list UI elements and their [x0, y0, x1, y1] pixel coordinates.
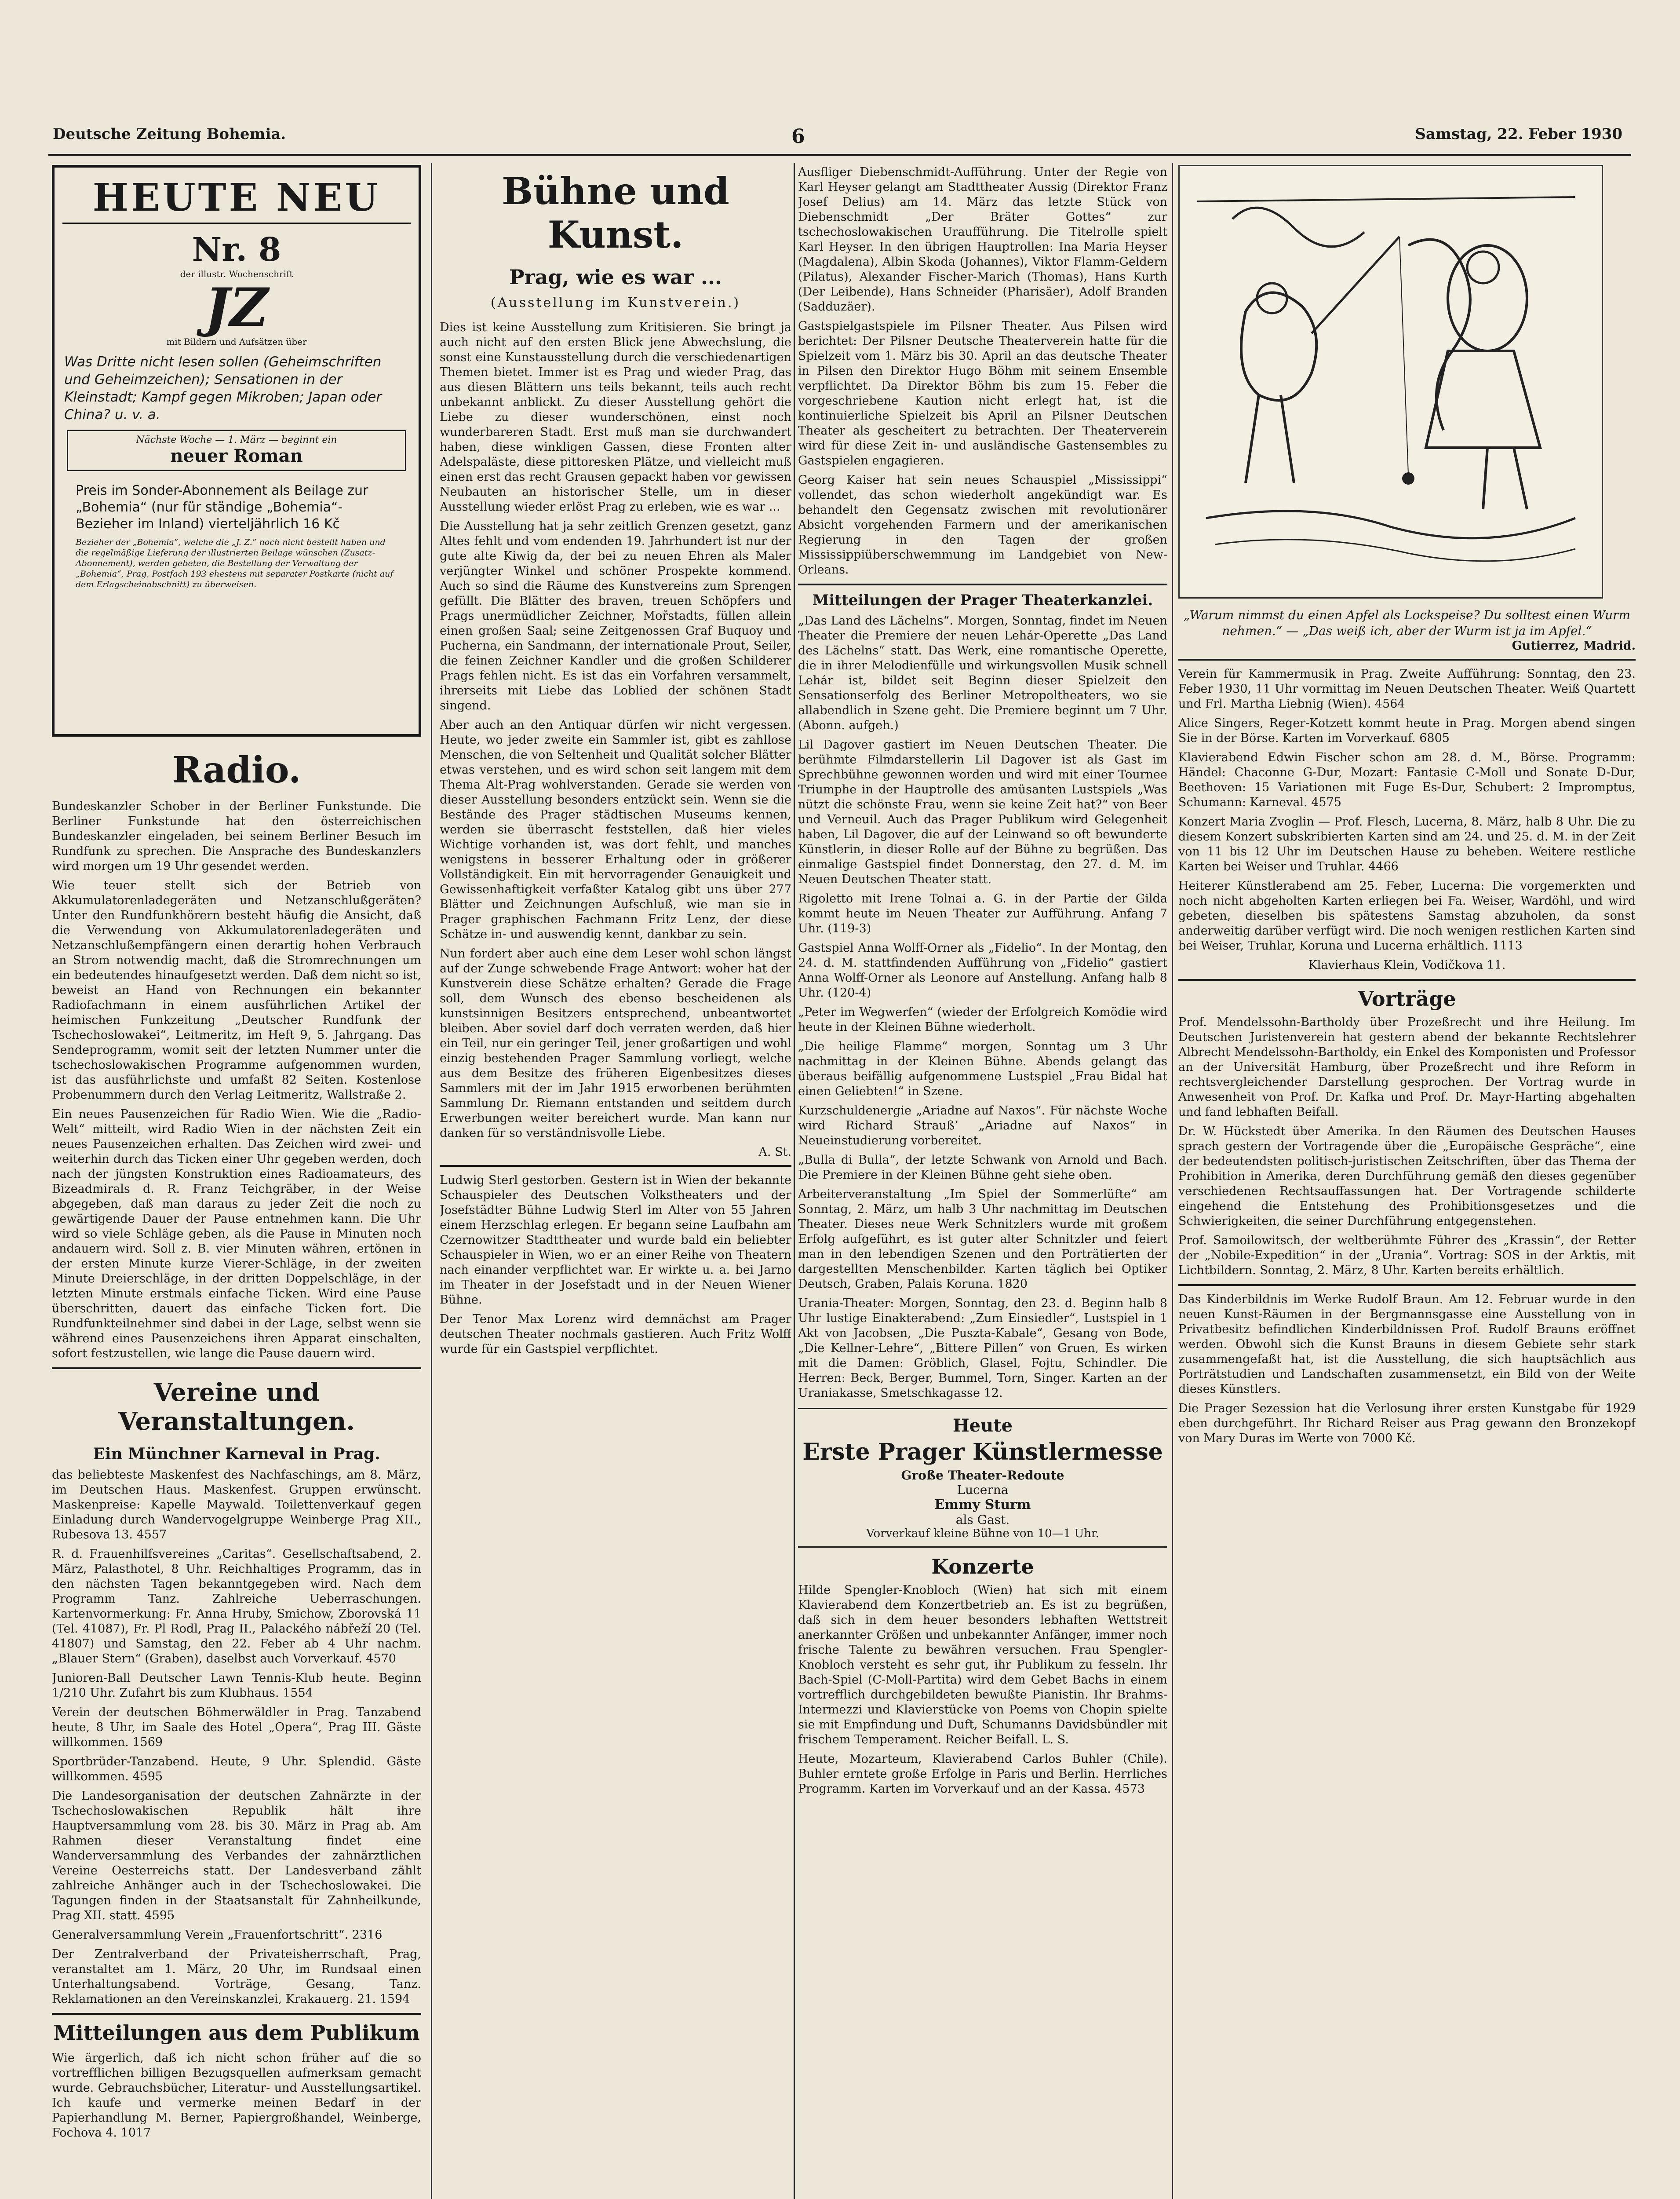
fishing-cartoon-image [1180, 166, 1599, 595]
kanzlei-paragraph: „Die heilige Flamme“ morgen, Sonntag um 3 Uhr nachmittag in der Kleinen Bühne. Abends gelangt das überaus beifällig aufgenommene Lustspiel „Frau Bidal hat einen Geliebten!“ in Szene. [798, 1040, 1167, 1098]
buehne-signature: A. St. [758, 1145, 791, 1159]
radio-paragraph: Wie teuer stellt sich der Betrieb von Akkumulatorenladegeräten und Netzanschlußgeräten? Unter den Rundfunkhörern besteht häufig die Ansicht, daß die Verwendung von Akkumulatorenladegeräten und Netzanschlußempfängern einen derartig hohen Verbrauch an Strom notwendig macht, daß die Stromrechnungen um ein bedeutendes hinaufgesetzt werden. Daß dem nicht so ist, beweist an Hand von Rechnungen ein bekannter Radiofachmann in einem ausführlichen Artikel der heimischen Funkzeitung „Deutscher Rundfunk der Tschechoslowakei“, Leitmeritz, im Heft 9, 5. Jahrgang. Das Sendeprogramm, womit seit der letzten Nummer unter die tschechoslowakischen Programme aufgenommen wurden, ist das ausführlichste und umfaßt 82 Seiten. Kostenlose Probenummern durch den Verlag Leitmeritz, Wallstraße 2. [52, 879, 421, 1102]
page-header [53, 125, 1622, 152]
lucerna-line: Lucerna [957, 1483, 1009, 1497]
vereine-paragraph: Generalversammlung Verein „Frauenfortschritt“. 2316 [52, 1928, 383, 1942]
buehne-paragraph: Dies ist keine Ausstellung zum Kritisieren. Sie bringt ja auch nicht auf den ersten Blick jene Abwechslung, die sonst eine Kunstausstellung durch die verschiedenartigen Themen bietet. Immer ist es Prag und wieder Prag, das aus diesen Blättern uns teils bekannt, teils auch recht unbekannt anblickt. Zu dieser Ausstellung gehört die Liebe zu dieser wunderschönen, einst noch wunderbareren Stadt. Erst muß man sie durchwandert haben, diese winkligen Gassen, diese Fronten alter Adelspaläste, diese pittoresken Plätze, und vielleicht muß einen erst das recht Grausen gepackt haben vor gewissen Neubauten an historischer Stelle, um in dieser Ausstellung wieder erlöst Prag zu erleben, wie es war ... [440, 321, 791, 514]
advert-rule [62, 223, 411, 224]
als-gast: als Gast. [955, 1512, 1010, 1527]
kunst-paragraph: Die Prager Sezession hat die Verlosung ihrer ersten Kunstgabe für 1929 eben durchgeführt. Ihr Richard Reiser aus Prag gewann den Bronzekopf von Mary Duras im Werte von 7000 Kč. [1178, 1402, 1636, 1445]
buehne-paragraph: Ludwig Sterl gestorben. Gestern ist in Wien der bekannte Schauspieler des Deutschen Volkstheaters und der Josefstädter Bühne Ludwig Sterl im Alter von 55 Jahren einem Herzschlag erlegen. Er begann seine Laufbahn am Czernowitzer Stadttheater und wurde bald ein beliebter Schauspieler in Wien, wo er an einer Reihe von Theatern nach einander verpflichtet war. Er wirkte u. a. bei Jarno im Theater in der Josefstadt und in der Neuen Wiener Bühne. [440, 1173, 791, 1307]
section-rule [1178, 979, 1636, 981]
vortrag-paragraph: Prof. Samoilowitsch, der weltberühmte Führer des „Krassin“, der Retter der „Nobile-Expedition“ in der „Urania“. Vortrag: SOS in der Arktis, mit Lichtbildern. Sonntag, 2. März, 8 Uhr. Karten bereits erhältlich. [1178, 1234, 1636, 1277]
kanzlei-paragraph: Rigoletto mit Irene Tolnai a. G. in der Partie der Gilda kommt heute im Neuen Theater zur Aufführung. Anfang 7 Uhr. (119-3) [798, 892, 1167, 935]
kanzlei-paragraph: Urania-Theater: Morgen, Sonntag, den 23. d. Beginn halb 8 Uhr lustige Einakterabend: „Zum Einsiedler“, Lustspiel in 1 Akt von Jacobsen, „Die Puszta-Kabale“, Gesang von Bode, „Die Kellner-Lehre“, „Bittere Pillen“ von Gruen, Es wirken mit die Damen: Gröblich, Glasel, Fojtu, Schindler. Die Herren: Beck, Berger, Bummel, Torn, Singer. Karten an der Uraniakasse, Smetschkagasse 12. [798, 1297, 1167, 1400]
section-rule [1178, 659, 1636, 661]
heute-neu-advert [52, 165, 421, 737]
konzerte-heading: Konzerte [931, 1555, 1034, 1578]
section-rule [440, 1165, 791, 1167]
kunst-paragraph: Das Kinderbildnis im Werke Rudolf Braun. Am 12. Februar wurde in den neuen Kunst-Räumen in der Bergmannsgasse eine Ausstellung von in Privatbesitz befindlichen Kinderbildnissen Prof. Rudolf Brauns eröffnet werden. Obwohl sich die Kunst Brauns in diesem Gebiete sehr stark zusammengefaßt hat, ist die Ausstellung, die sich hauptsächlich aus Porträtstudien und Landschaften zusammensetzt, ein Bild von der Weite dieses Künstlers. [1178, 1293, 1636, 1396]
kanzlei-paragraph: „Peter im Wegwerfen“ (wieder der Erfolgreich Komödie wird heute in der Kleinen Bühne wiederholt. [798, 1005, 1167, 1034]
advert-issue: Nr. 8 [192, 231, 281, 269]
vereine-paragraph: Junioren-Ball Deutscher Lawn Tennis-Klub heute. Beginn 1/210 Uhr. Zufahrt bis zum Klubhaus. 1554 [52, 1671, 421, 1700]
buehne-subtitle: Prag, wie es war ... [509, 265, 722, 289]
page-number: 6 [791, 125, 805, 148]
cartoon-caption: „Warum nimmst du einen Apfel als Lockspeise? Du solltest einen Wurm nehmen.“ — „Das weiß ich, aber der Wurm ist ja im Apfel.“ [1183, 608, 1631, 638]
buehne-paragraph: Nun fordert aber auch eine dem Leser wohl schon längst auf der Zunge schwebende Frage Antwort: woher hat der Kunstverein diese Schätze erhalten? Gerade die Frage soll, dem Wunsch des ebenso bescheidenen als kunstsinnigen Besitzers entsprechend, unbeantwortet bleiben. Aber soviel darf doch verraten werden, daß hier ein Teil, nur ein geringer Teil, jener großartigen und wohl einzig bestehenden Prager Sammlung vorliegt, welche aus dem Besitze des früheren Eigenbesitzes dieses Sammlers mit der im Jahr 1915 erworbenen berühmten Sammlung Dr. Riemann entstanden und seitdem durch Erwerbungen weiter bereichert wurde. Man kann nur danken für so verständnisvolle Liebe. [440, 947, 791, 1140]
kanzlei-paragraph: „Bulla di Bulla“, der letzte Schwank von Arnold und Bach. Die Premiere in der Kleinen Bühne geht siehe oben. [798, 1153, 1167, 1182]
kanzlei-heading: Mitteilungen der Prager Theaterkanzlei. [812, 592, 1153, 609]
section-rule [1178, 1284, 1636, 1286]
column-2 [440, 165, 791, 1361]
konzert-notice: Heiterer Künstlerabend am 25. Feber, Lucerna: Die vorgemerkten und noch nicht abgeholten Karten erliegen bei Fa. Weiser, Wardöhl, und wird gebeten, dieselben bis spätestens Samstag abzuholen, da sonst anderweitig darüber verfügt wird. Die noch wenigen restlichen Karten sind bei Weiser, Truhlar, Koruna und Lucerna erhältlich. 1113 [1178, 879, 1636, 953]
vortrag-paragraph: Dr. W. Hückstedt über Amerika. In den Räumen des Deutschen Hauses sprach gestern der Vortragende über die „Europäische Gespräche“, eine der bedeutendsten politisch-juristischen Zeitschriften, über das Thema der Prohibition in Amerika, deren Durchführung gemäß den dieses gegenüber verschiedenen Rechtsauffassungen hat. Der Vortragende schilderte eingehend die Entstehung des Prohibitionsgesetzes und die Schwierigkeiten, die seiner Durchführung entgegenstehen. [1178, 1125, 1636, 1228]
vortraege-heading: Vorträge [1358, 987, 1456, 1011]
kanzlei-paragraph: Gastspiel Anna Wolff-Orner als „Fidelio“. In der Montag, den 24. d. M. stattfindenden Aufführung von „Fidelio“ gastiert Anna Wolff-Orner als Leonore auf Anstellung. Anfang halb 8 Uhr. (120-4) [798, 941, 1167, 1000]
buehne-heading: Bühne und Kunst. [502, 169, 729, 256]
konzerte-paragraph: Hilde Spengler-Knobloch (Wien) hat sich mit einem Klavierabend dem Konzertbetrieb an. Es ist zu begrüßen, daß sich in dem heuer besonders lebhaften Wettstreit anerkannter Größen und unbekannter Anfänger, immer noch frische Talente zu bewähren versuchen. Frau Spengler-Knobloch versteht es sehr gut, ihr Publikum zu fesseln. Ihr Bach-Spiel (C-Moll-Partita) wird dem Gebet Bachs in einem vortrefflich durchgebildeten bewußte Pianistin. Ihr Brahms-Intermezzi und Klavierstücke von Poems von Chopin spielte sie mit Empfindung und Duft, Schumanns Davidsbündler mit frischem Temperament. Reicher Beifall. L. S. [798, 1583, 1167, 1746]
newspaper-name: Deutsche Zeitung Bohemia. [53, 125, 286, 143]
vereine-paragraph: das beliebteste Maskenfest des Nachfaschings, am 8. März, im Deutschen Haus. Maskenfest. Gruppen erwünscht. Maskenpreise: Kapelle Maywald. Toilettenverkauf gegen Einladung durch Wandervogelgruppe Weinberge Prag XII., Rubesova 13. 4557 [52, 1468, 421, 1541]
vereine-paragraph: Sportbrüder-Tanzabend. Heute, 9 Uhr. Splendid. Gäste willkommen. 4595 [52, 1755, 421, 1783]
buehne-paragraph: Der Tenor Max Lorenz wird demnächst am Prager deutschen Theater nochmals gastieren. Auch Fritz Wolff wurde für ein Gastspiel verpflichtet. [440, 1312, 791, 1356]
advert-next-week: Nächste Woche — 1. März — beginnt ein [136, 435, 337, 446]
section-rule [52, 2013, 421, 2015]
theater-paragraph: Ausfliger Diebenschmidt-Aufführung. Unter der Regie von Karl Heyser gelangt am Stadttheater Aussig (Direktor Franz Josef Delius) am 14. März das letzte Stück von Diebenschmidt „Der Bräter Gottes“ zur tschechoslowakischen Uraufführung. Die Titelrolle spielt Karl Heyser. In den übrigen Hauptrollen: Ina Maria Heyser (Magdalena), Albin Skoda (Johannes), Viktor Flamm-Geldern (Pilatus), Alexander Fischer-Marich (Thomas), Hans Kurth (Der Leibende), Hans Schneider (Pharisäer), Adolf Branden (Sadduzäer). [798, 165, 1167, 314]
kanzlei-paragraph: Arbeiterveranstaltung „Im Spiel der Sommerlüfte“ am Sonntag, 2. März, um halb 3 Uhr nachmittag im Deutschen Theater. Dieses neue Werk Schnitzlers wurde mit großem Erfolg aufgeführt, es ist guter alter Schnitzler und feiert man in den lebendigen Szenen und den Porträtierten der dargestellten Menschenbilder. Karten täglich bei Optiker Deutsch, Graben, Palais Koruna. 1820 [798, 1187, 1167, 1291]
theater-paragraph: Georg Kaiser hat sein neues Schauspiel „Mississippi“ vollendet, das schon wiederholt angekündigt war. Es behandelt den Gegensatz zwischen mit revolutionärer Absicht vorgehenden Farmern und der amerikanischen Regierung in den Tagen der großen Mississippiüberschwemmung im Landgebiet von New-Orleans. [798, 473, 1167, 577]
section-rule [52, 1367, 421, 1369]
jz-logo: JZ [204, 277, 269, 339]
kanzlei-paragraph: Lil Dagover gastiert im Neuen Deutschen Theater. Die berühmte Filmdarstellerin Lil Dagover ist als Gast im Sprechbühne gewonnen worden und wird mit einer Tournee Triumphe in der Hauptrolle des amüsanten Lustspiels „Was nützt die schönste Frau, wenn sie keine Zeit hat?“ von Beer und Verneuil. Auch das Prager Publikum wird Gelegenheit haben, Lil Dagover, die auf der Leinwand so oft bewunderte Künstlerin, in dieser Rolle auf der Bühne zu begrüßen. Das einmalige Gastspiel findet Donnerstag, den 27. d. M. im Neuen Deutschen Theater statt. [798, 738, 1167, 886]
konzerte-paragraph: Heute, Mozarteum, Klavierabend Carlos Buhler (Chile). Buhler erntete große Erfolge in Paris und Berlin. Herrliches Programm. Karten im Vorverkauf und an der Kassa. 4573 [798, 1752, 1167, 1796]
kanzlei-paragraph: „Das Land des Lächelns“. Morgen, Sonntag, findet im Neuen Theater die Premiere der neuen Lehár-Operette „Das Land des Lächelns“ statt. Das Werk, eine romantische Operette, die in ihrer Melodienfülle und wirkungsvollen Musik schnell Lehár ist, bildet seit Beginn dieser Spielzeit den Sensationserfolg des Berliner Metropoltheaters, wo sie allabendlich in Szene geht. Die Premiere beginnt um 7 Uhr. (Abonn. aufgeh.) [798, 614, 1167, 732]
next-week-box [67, 430, 406, 471]
cartoon-illustration [1178, 165, 1603, 599]
konzert-notice: Alice Singers, Reger-Kotzett kommt heute in Prag. Morgen abend singen Sie in der Börse. Karten im Vorverkauf. 6805 [1178, 716, 1636, 745]
column-3 [798, 165, 1167, 1801]
advert-price: Preis im Sonder-Abonnement als Beilage zur „Bohemia“ (nur für ständige „Bohemia“-Bezieher im Inland) vierteljährlich 16 Kč [76, 483, 368, 532]
buehne-paragraph: Aber auch an den Antiquar dürfen wir nicht vergessen. Heute, wo jeder zweite ein Sammler ist, gibt es zahllose Menschen, die von Seltenheit und Qualität solcher Blätter etwas verstehen, und es wird schon seit langem mit dem Thema Alt-Prag wohlverstanden. Gerade sie werden von dieser Ausstellung besonders entzückt sein. Wenn sie die Bestände des Prager städtischen Museums kennen, werden sie überrascht feststellen, daß hier vieles Wichtige vorhanden ist, was dort fehlt, und manches wenigstens in besserer Erhaltung oder in größerer Vollständigkeit. Ein mit hervorragender Genauigkeit und Gewissenhaftigkeit verfaßter Katalog gibt uns über 277 Blätter und Zeichnungen Aufschluß, wie man sie in Prager graphischen Fachmann Fritz Lenz, der diese Schätze in- und auswendig kennt, dankbar zu sein. [440, 718, 791, 941]
redoute-line: Große Theater-Redoute [901, 1468, 1064, 1483]
column-rule-2 [794, 163, 795, 2199]
konzert-notice: Verein für Kammermusik in Prag. Zweite Aufführung: Sonntag, den 23. Feber 1930, 11 Uhr vormittag im Neuen Deutschen Theater. Weiß Quartett und Frl. Martha Liebnig (Wien). 4564 [1178, 667, 1636, 711]
heute-heading: Heute [952, 1415, 1013, 1436]
kanzlei-paragraph: Kurzschuldenergie „Ariadne auf Naxos“. Für nächste Woche wird Richard Strauß’ „Ariadne auf Naxos“ in Neueinstudierung vorbereitet. [798, 1104, 1167, 1147]
column-4 [1178, 165, 1636, 1450]
konzert-notice: Klavierhaus Klein, Vodičkova 11. [1308, 958, 1506, 972]
konzert-notice: Konzert Maria Zvoglin — Prof. Flesch, Lucerna, 8. März, halb 8 Uhr. Die zu diesem Konzert subskribierten Karten sind am 24. und 25. d. M. in der Zeit von 11 bis 12 Uhr im Deutschen Hause zu beheben. Weitere restliche Karten bei Weiser und Truhlar. 4466 [1178, 815, 1636, 873]
buehne-paragraph: Die Ausstellung hat ja sehr zeitlich Grenzen gesetzt, ganz Altes fehlt und vom endenden 19. Jahrhundert ist nur der gute alte Kiwig da, der bei zu neuen Ehren als Maler verjüngter Winkel und schöner Prospekte kommend. Auch so sind die Räume des Kunstvereins zum Sprengen gefüllt. Die Blätter des braven, treuen Schöpfers und Prags unermüdlicher Zeichner, Mořstadts, füllen allein einen großen Saal; seine Zeitgenossen Graf Buquoy und Pucherna, ein Sandmann, der internationale Prout, Seiler, die feinen Zeichner Kandler und die großen Schilderer Prags fehlen nicht. Es ist das ein Vorfahren versammelt, ihrerseits mit Liebe das Loblied der schönen Stadt singend. [440, 519, 791, 712]
buehne-kicker: (Ausstellung im Kunstverein.) [490, 295, 741, 310]
konzert-notice: Klavierabend Edwin Fischer schon am 28. d. M., Börse. Programm: Händel: Chaconne G-Dur, Mozart: Fantasie C-Moll und Sonate D-Dur, Beethoven: 15 Variationen mit Fuge Es-Dur, Schubert: 2 Impromptus, Schumann: Karneval. 4575 [1178, 751, 1636, 809]
karneval-heading: Ein Münchner Karneval in Prag. [93, 1445, 380, 1463]
publikum-paragraph: Wie ärgerlich, daß ich nicht schon früher auf die so vortrefflichen billigen Bezugsquellen aufmerksam gemacht wurde. Gebrauchsbücher, Literatur- und Ausstellungsartikel. Ich kaufe und vermerke meinen Bedarf in der Papierhandlung M. Berner, Papiergroßhandel, Weinberge, Fochova 4. 1017 [52, 2051, 421, 2140]
kuenstlermesse-title: Erste Prager Künstlermesse [802, 1439, 1163, 1465]
advert-novel: neuer Roman [170, 446, 303, 466]
advert-magazine-line: der illustr. Wochenschrift [180, 269, 293, 279]
radio-paragraph: Bundeskanzler Schober in der Berliner Funkstunde. Die Berliner Funkstunde hat den österreichischen Bundeskanzler eingeladen, bei seinem Berliner Besuch im Rundfunk zu sprechen. Die Ansprache des Bundeskanzlers wird morgen um 19 Uhr gesendet werden. [52, 800, 421, 873]
theater-paragraph: Gastspielgastspiele im Pilsner Theater. Aus Pilsen wird berichtet: Der Pilsner Deutsche Theaterverein hatte für die Spielzeit vom 1. März bis 30. April an das deutsche Theater in Pilsen den Direktor Hugo Böhm mit seinem Ensemble verpflichtet. Da Direktor Böhm bis zum 15. Feber die vorgeschriebene Kaution nicht erlegt hat, ist die kontinuierliche Spielzeit bis April an Pilsner Deutschen Theater als gescheitert zu betrachten. Der Theaterverein wird für diese Zeit in- und ausländische Gastensembles zu Gastspielen engagieren. [798, 319, 1167, 468]
column-1 [52, 165, 421, 2145]
advert-title: HEUTE NEU [92, 175, 381, 220]
advert-with-images: mit Bildern und Aufsätzen über [166, 336, 307, 347]
column-rule-3 [1172, 163, 1173, 2199]
column-rule-1 [431, 163, 432, 2199]
advert-fine-print: Bezieher der „Bohemia“, welche die „J. Z.“ noch nicht bestellt haben und die regelmäßige Lieferung der illustrierten Beilage wünschen (Zusatz-Abonnement), werden gebeten, die Bestellung der Verwaltung der „Bohemia“, Prag, Postfach 193 ehestens mit separater Postkarte (nicht auf dem Erlagscheinabschnitt) zu überweisen. [76, 537, 394, 589]
vereine-paragraph: Der Zentralverband der Privateisherrschaft, Prag, veranstaltet am 1. März, 20 Uhr, im Rundsaal einen Unterhaltungsabend. Vorträge, Gesang, Tanz. Reklamationen an den Vereinskanzlei, Krakauerg. 21. 1594 [52, 1947, 421, 2006]
kuenstlermesse-advert [798, 1408, 1167, 1548]
vorverkauf-line: Vorverkauf kleine Bühne von 10—1 Uhr. [866, 1527, 1099, 1540]
vereine-paragraph: R. d. Frauenhilfsvereines „Caritas“. Gesellschaftsabend, 2. März, Palasthotel, 8 Uhr. Reichhaltiges Programm, das in den nächsten Tagen bekanntgegeben wird. Nach dem Programm Tanz. Zahlreiche Ueberraschungen. Kartenvormerkung: Fr. Anna Hruby, Smichow, Zborovská 11 (Tel. 41087), Fr. Pl Rodl, Prag II., Palackého nábřeží 20 (Tel. 41807) und Samstag, den 22. Feber ab 4 Uhr nachm. „Blauer Stern“ (Graben), daselbst auch Vorverkauf. 4570 [52, 1547, 421, 1666]
cartoon-source: Gutierrez, Madrid. [1512, 639, 1636, 653]
publikum-heading: Mitteilungen aus dem Publikum [53, 2021, 420, 2045]
vereine-heading: Vereine und Veranstaltungen. [118, 1378, 355, 1436]
section-rule [798, 584, 1167, 585]
issue-date: Samstag, 22. Feber 1930 [1415, 125, 1622, 143]
vereine-paragraph: Die Landesorganisation der deutschen Zahnärzte in der Tschechoslowakischen Republik hält ihre Hauptversammlung vom 28. bis 30. März in Prag ab. Am Rahmen dieser Veranstaltung findet eine Wanderversammlung des Verbandes der zahnärztlichen Vereine Oesterreichs statt. Der Landesverband zählt zahlreiche Anhänger auch in der Tschechoslowakei. Die Tagungen finden in der Staatsanstalt für Zahnheilkunde, Prag XII. statt. 4595 [52, 1789, 421, 1922]
vereine-paragraph: Verein der deutschen Böhmerwäldler in Prag. Tanzabend heute, 8 Uhr, im Saale des Hotel „Opera“, Prag III. Gäste willkommen. 1569 [52, 1706, 421, 1749]
header-rule [48, 154, 1631, 156]
radio-heading: Radio. [172, 749, 301, 791]
radio-paragraph: Ein neues Pausenzeichen für Radio Wien. Wie die „Radio-Welt“ mitteilt, wird Radio Wien in der nächsten Zeit ein neues Pausenzeichen erhalten. Das Zeichen wird zwei- und weiterhin durch das Ticken einer Uhr gegeben werden, doch nach der jüngsten Konstruktion eines Radioamateurs, des Bizeadmirals d. R. Franz Teichgräber, in der Weise abgegeben, daß man daraus zu jeder Zeit die noch zu gewärtigende Dauer der Pause entnehmen kann. Die Uhr wird so viele Schläge geben, als die Pause in Minuten noch andauern wird. Soll z. B. vier Minuten währen, ertönen in der ersten Minute kurze Vierer-Schläge, in der zweiten Minute Dreierschläge, in der dritten Doppelschläge, in der letzten Minute erstmals einfache Ticken. Wird eine Pause überschritten, dauert das einfache Ticken fort. Die Rundfunkteilnehmer sind dabei in der Lage, selbst wenn sie während eines Pausenzeichens ihren Apparat einschalten, sofort festzustellen, wie lange die Pause dauern wird. [52, 1107, 421, 1360]
vortrag-paragraph: Prof. Mendelssohn-Bartholdy über Prozeßrecht und ihre Heilung. Im Deutschen Juristenverein hat gestern abend der bekannte Rechtslehrer Albrecht Mendelssohn-Bartholdy, ein Enkel des Komponisten und Professor an der Universität Hamburg, über Prozeßrecht und ihre Reform in rechtsvergleichender Darstellung gesprochen. Der Vortrag wurde in Anwesenheit von Prof. Dr. Kafka und Prof. Dr. Mayr-Harting abgehalten und fand lebhaften Beifall. [1178, 1015, 1636, 1119]
emmy-sturm: Emmy Sturm [934, 1497, 1031, 1512]
advert-topics: Was Dritte nicht lesen sollen (Geheimschriften und Geheimzeichen); Sensationen in der Kleinstadt; Kampf gegen Mikroben; Japan oder China? u. v. a. [64, 354, 382, 423]
